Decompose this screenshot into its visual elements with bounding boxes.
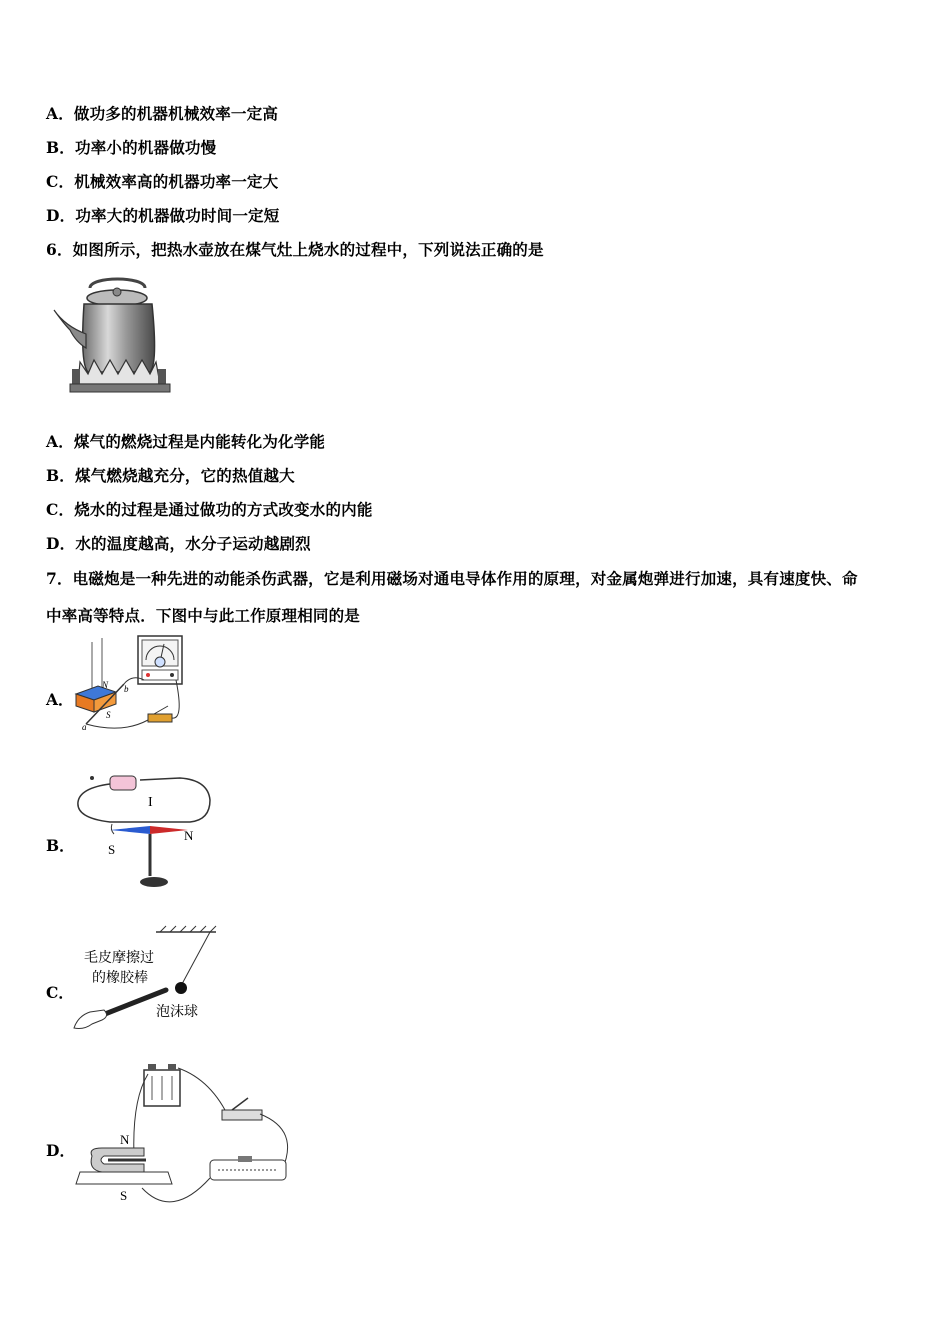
switch bbox=[222, 1110, 262, 1120]
q6-option-b: B．煤气燃烧越充分，它的热值越大 bbox=[46, 466, 295, 485]
thread bbox=[182, 932, 210, 984]
kettle-on-stove-figure bbox=[50, 274, 185, 399]
q5-option-d: D．功率大的机器做功时间一定短 bbox=[46, 206, 280, 225]
q7-figure-d bbox=[72, 1060, 298, 1210]
compass-needle-n bbox=[150, 826, 188, 834]
q7-option-b-label: B． bbox=[46, 836, 75, 855]
q6-option-d: D．水的温度越高，水分子运动越剧烈 bbox=[46, 534, 311, 553]
q5-option-b: B．功率小的机器做功慢 bbox=[46, 138, 217, 157]
circuit-wire bbox=[78, 778, 210, 822]
stand-base bbox=[140, 877, 168, 887]
label-b: b bbox=[124, 684, 129, 694]
q7-stem-line1: 7．电磁炮是一种先进的动能杀伤武器，它是利用磁场对通电导体作用的原理，对金属炮弹进行加速，具有速度快、命 bbox=[46, 569, 858, 588]
label-n: N bbox=[102, 680, 109, 690]
battery bbox=[110, 776, 136, 790]
switch bbox=[148, 714, 172, 722]
q7-option-d-label: D． bbox=[46, 1141, 75, 1160]
label-n: N bbox=[184, 828, 194, 843]
foam-ball bbox=[175, 982, 187, 994]
kettle-handle bbox=[90, 279, 145, 288]
q7-figure-b bbox=[70, 768, 220, 894]
rod-label-line1: 毛皮摩擦过 bbox=[84, 949, 154, 965]
label-s: S bbox=[120, 1188, 128, 1203]
rod-label-line2: 的橡胶棒 bbox=[92, 969, 148, 985]
hand bbox=[74, 1010, 107, 1029]
q5-option-c: C．机械效率高的机器功率一定大 bbox=[46, 172, 279, 191]
kettle-spout bbox=[54, 310, 86, 348]
label-s: S bbox=[106, 710, 111, 720]
compass-needle-s bbox=[110, 826, 150, 834]
q7-stem-line2: 中率高等特点．下图中与此工作原理相同的是 bbox=[46, 606, 361, 625]
q7-option-a-label: A． bbox=[46, 690, 74, 709]
stove-base bbox=[70, 384, 170, 392]
base-board bbox=[76, 1172, 172, 1184]
q5-option-a: A．做功多的机器机械效率一定高 bbox=[46, 104, 279, 123]
label-n: N bbox=[120, 1132, 130, 1147]
ball-label: 泡沫球 bbox=[156, 1003, 198, 1019]
q7-figure-c bbox=[70, 924, 220, 1036]
q7-figure-a bbox=[72, 634, 192, 734]
label-s: S bbox=[108, 842, 116, 857]
q6-stem: 6．如图所示，把热水壶放在煤气灶上烧水的过程中，下列说法正确的是 bbox=[46, 240, 544, 259]
current-label: I bbox=[148, 795, 153, 810]
label-a: a bbox=[82, 722, 87, 732]
q7-option-c-label: C． bbox=[46, 983, 74, 1002]
q6-option-c: C．烧水的过程是通过做功的方式改变水的内能 bbox=[46, 500, 373, 519]
q6-option-a: A．煤气的燃烧过程是内能转化为化学能 bbox=[46, 432, 326, 451]
